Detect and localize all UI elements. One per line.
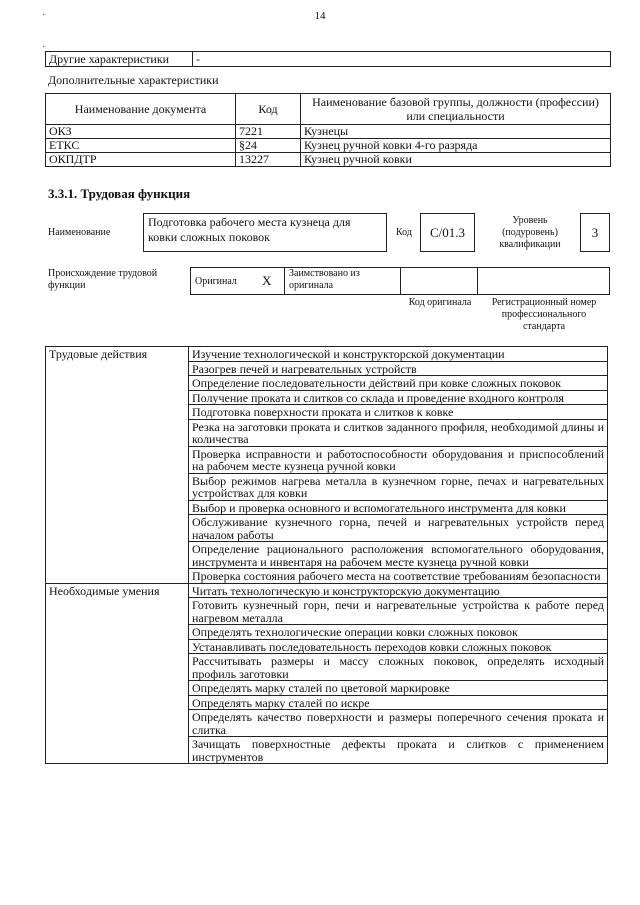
labor-action-item: Разогрев печей и нагревательных устройств [189, 361, 608, 376]
divider [400, 267, 401, 295]
code-value-box: С/01.3 [420, 213, 475, 252]
other-characteristics-label: Другие характеристики [46, 52, 193, 67]
function-name-box: Подготовка рабочего места кузнеца для ковки сложных поковок [143, 213, 387, 252]
labor-action-item: Резка на заготовки проката и слитков заданного профиля, необходимой длины и количества [189, 419, 608, 446]
divider [284, 267, 285, 295]
skill-item: Определять марку сталей по цветовой маркировке [189, 681, 608, 696]
labor-action-item: Выбор и проверка основного и вспомогательного инструмента для ковки [189, 500, 608, 515]
labor-action-item: Получение проката и слитков со склада и проведение входного контроля [189, 390, 608, 405]
labor-action-item: Определение последовательности действий при ковке сложных поковок [189, 376, 608, 391]
original-mark: X [262, 273, 272, 288]
code-label: Код [396, 227, 412, 238]
level-label: Уровень (подуровень) квалификации [499, 215, 561, 250]
header-code: Код [236, 94, 301, 125]
skill-item: Определять технологические операции ковки сложных поковок [189, 625, 608, 640]
labor-action-item: Выбор режимов нагрева металла в кузнечном горне, печах и нагревательных устройствах для ковки [189, 473, 608, 500]
scan-dot: · [42, 10, 46, 21]
table-row [46, 347, 608, 362]
group-cell: Кузнецы [301, 125, 611, 139]
skill-item: Определять качество поверхности и размеры поперечного сечения проката и слитка [189, 710, 608, 737]
labor-action-item: Определение рационального расположения вспомогательного оборудования, инструмента и инвентаря на рабочем месте кузнеца ручной ковки [189, 542, 608, 569]
doc-name-cell: ОКЗ [46, 125, 236, 139]
additional-table [45, 93, 611, 167]
other-characteristics-table [45, 51, 611, 67]
skill-item: Читать технологическую и конструкторскую документацию [189, 583, 608, 598]
table-row [46, 583, 608, 598]
table-row [46, 139, 611, 153]
code-cell: 13227 [236, 153, 301, 167]
code-cell: §24 [236, 139, 301, 153]
header-group-name: Наименование базовой группы, должности (профессии) или специальности [301, 94, 611, 125]
skill-item: Устанавливать последовательность переходов ковки сложных поковок [189, 639, 608, 654]
name-label: Наименование [48, 227, 111, 238]
skill-item: Зачищать поверхностные дефекты проката и слитков с применением инструментов [189, 737, 608, 764]
page-number: 14 [314, 10, 326, 22]
table-row [46, 125, 611, 139]
original-label: Оригинал [195, 276, 237, 287]
labor-action-item: Изучение технологической и конструкторской документации [189, 347, 608, 362]
labor-actions-label: Трудовые действия [46, 347, 189, 584]
labor-action-item: Проверка исправности и работоспособности оборудования и приспособлений на рабочем месте кузнеца ручной ковки [189, 446, 608, 473]
group-cell: Кузнец ручной ковки [301, 153, 611, 167]
reg-number-caption: Регистрационный номер профессионального стандарта [491, 297, 597, 332]
borrowed-label: Заимствовано из оригинала [289, 268, 360, 291]
group-cell: Кузнец ручной ковки 4-го разряда [301, 139, 611, 153]
skills-label: Необходимые умения [46, 583, 189, 764]
code-original-caption: Код оригинала [408, 297, 472, 308]
skill-item: Рассчитывать размеры и массу сложных поковок, определять исходный профиль заготовки [189, 654, 608, 681]
table-row [46, 153, 611, 167]
doc-name-cell: ЕТКС [46, 139, 236, 153]
code-cell: 7221 [236, 125, 301, 139]
other-characteristics-value: - [193, 52, 611, 67]
level-value-box: 3 [580, 213, 610, 252]
skill-item: Определять марку сталей по искре [189, 695, 608, 710]
actions-table [45, 346, 608, 764]
section-heading: 3.3.1. Трудовая функция [48, 186, 191, 201]
doc-name-cell: ОКПДТР [46, 153, 236, 167]
labor-action-item: Проверка состояния рабочего места на соответствие требованиям безопасности [189, 569, 608, 584]
divider [477, 267, 478, 295]
origin-label: Происхождение трудовой функции [48, 268, 158, 291]
labor-action-item: Обслуживание кузнечного горна, печей и нагревательных устройств перед началом работы [189, 515, 608, 542]
labor-action-item: Подготовка поверхности проката и слитков к ковке [189, 405, 608, 420]
header-doc-name: Наименование документа [46, 94, 236, 125]
scan-dot: · [42, 42, 46, 53]
additional-title: Дополнительные характеристики [48, 73, 219, 87]
skill-item: Готовить кузнечный горн, печи и нагревательные устройства к работе перед нагревом металла [189, 598, 608, 625]
